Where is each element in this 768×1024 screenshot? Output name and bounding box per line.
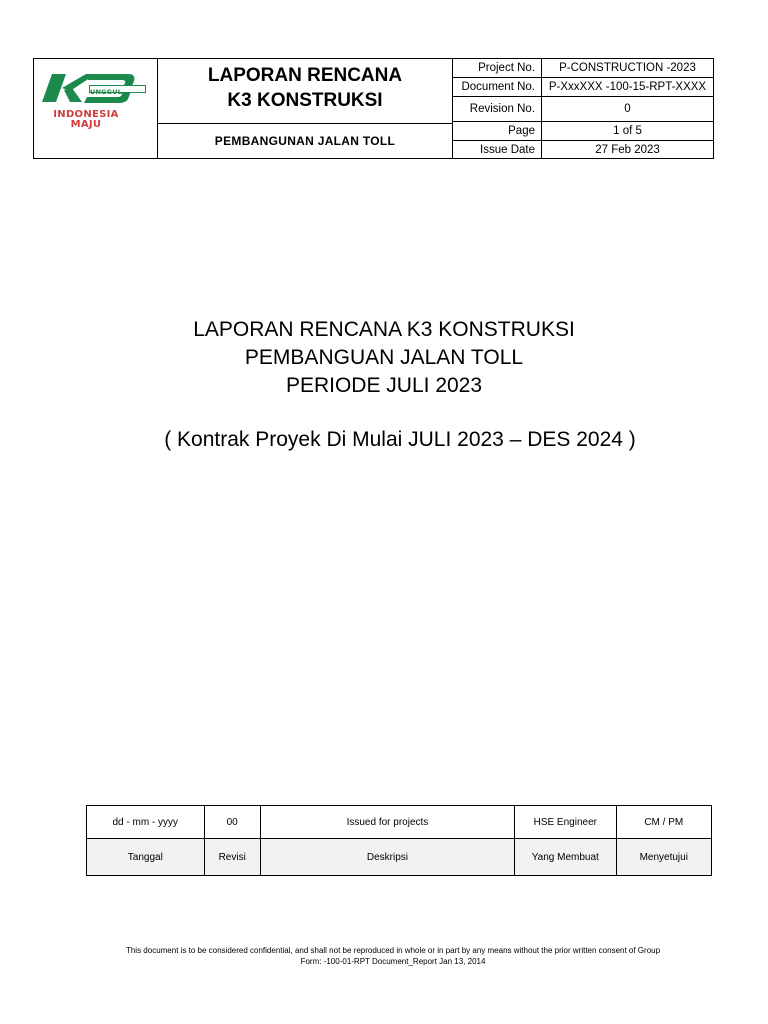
column-label-revision: Revisi — [204, 839, 260, 876]
revision-table — [86, 805, 712, 876]
main-title — [0, 316, 768, 400]
main-title-line2: PEMBANGUAN JALAN TOLL — [244, 346, 524, 369]
header-title-line1: LAPORAN RENCANA — [207, 65, 403, 86]
contract-period: ( Kontrak Proyek Di Mulai JULI 2023 – DES 2024 ) — [164, 428, 636, 451]
revision-author: HSE Engineer — [515, 806, 616, 839]
column-label-approver: Menyetujui — [616, 839, 711, 876]
document-header — [33, 58, 714, 159]
header-title — [158, 59, 453, 124]
meta-label: Document No. — [453, 78, 542, 97]
meta-value: P-CONSTRUCTION -2023 — [542, 59, 714, 78]
meta-row-project — [453, 59, 713, 78]
revision-header-row — [87, 839, 712, 876]
meta-row-document — [453, 78, 713, 97]
document-meta-table — [453, 59, 713, 159]
header-subtitle: PEMBANGUNAN JALAN TOLL — [158, 124, 453, 158]
main-title-line3: PERIODE JULI 2023 — [285, 374, 483, 397]
column-label-description: Deskripsi — [260, 839, 514, 876]
meta-row-issue-date — [453, 141, 713, 160]
main-title-line1: LAPORAN RENCANA K3 KONSTRUKSI — [193, 318, 575, 341]
meta-row-revision — [453, 97, 713, 122]
form-reference: Form: -100-01-RPT Document_Report Jan 13, 2014 — [300, 957, 486, 966]
column-label-author: Yang Membuat — [515, 839, 616, 876]
meta-value: 27 Feb 2023 — [542, 141, 714, 160]
meta-label: Issue Date — [453, 141, 542, 160]
revision-approver: CM / PM — [616, 806, 711, 839]
meta-value: 0 — [542, 97, 714, 122]
meta-label: Revision No. — [453, 97, 542, 122]
confidentiality-notice: This document is to be considered confidential, and shall not be reproduced in whole or in part by any means without the prior written consent of Group — [125, 946, 661, 955]
meta-label: Project No. — [453, 59, 542, 78]
meta-value: P-XxxXXX -100-15-RPT-XXXX — [542, 78, 714, 97]
revision-date: dd - mm - yyyy — [87, 806, 205, 839]
logo — [34, 59, 158, 158]
revision-description: Issued for projects — [260, 806, 514, 839]
revision-row — [87, 806, 712, 839]
column-label-date: Tanggal — [87, 839, 205, 876]
meta-row-page — [453, 122, 713, 141]
header-title-line2: K3 KONSTRUKSI — [227, 90, 383, 111]
revision-number: 00 — [204, 806, 260, 839]
meta-value: 1 of 5 — [542, 122, 714, 141]
logo-text-line2: MAJU — [70, 119, 102, 130]
meta-label: Page — [453, 122, 542, 141]
logo-badge: UNGGUL — [90, 88, 123, 96]
document-footer — [0, 945, 768, 967]
logo-text-line1: INDONESIA — [53, 109, 119, 120]
